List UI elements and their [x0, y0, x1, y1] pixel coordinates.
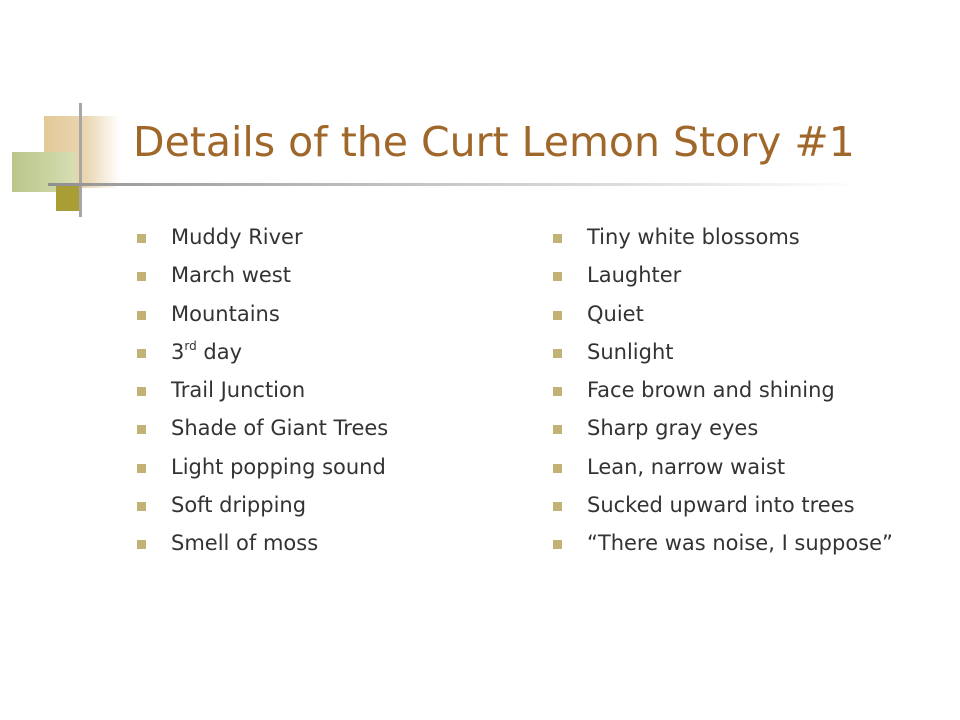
- list-item-text: Trail Junction: [171, 378, 306, 403]
- list-item: [134, 256, 514, 294]
- square-bullet-icon: [137, 464, 146, 473]
- square-bullet-icon: [137, 349, 146, 358]
- list-item-text: Sucked upward into trees: [587, 493, 855, 518]
- list-item-text: Mountains: [171, 301, 280, 326]
- list-item-text: Laughter: [587, 263, 682, 288]
- list-item: [134, 371, 514, 409]
- square-bullet-icon: [137, 311, 146, 320]
- square-bullet-icon: [553, 234, 562, 243]
- list-item: [550, 409, 950, 447]
- title-underline: [48, 183, 860, 186]
- list-item: [134, 409, 514, 447]
- list-item-text: 3: [171, 339, 185, 364]
- list-item-text: Sharp gray eyes: [587, 416, 759, 441]
- square-bullet-icon: [553, 540, 562, 549]
- list-item-suffix: day: [196, 339, 243, 364]
- square-bullet-icon: [553, 464, 562, 473]
- list-item: [550, 333, 950, 371]
- list-item-text: Sunlight: [587, 339, 674, 364]
- list-item: [134, 333, 514, 371]
- list-item: [134, 486, 514, 524]
- list-item: [550, 256, 950, 294]
- square-bullet-icon: [137, 425, 146, 434]
- square-bullet-icon: [553, 311, 562, 320]
- list-item-text: Quiet: [587, 301, 644, 326]
- decorative-olive-square: [56, 184, 80, 211]
- list-item: [550, 486, 950, 524]
- list-item-text: Shade of Giant Trees: [171, 416, 389, 441]
- list-item: [134, 448, 514, 486]
- list-item: [134, 524, 514, 562]
- list-item-text: Soft dripping: [171, 493, 307, 518]
- slide-title: Details of the Curt Lemon Story #1: [133, 118, 855, 166]
- list-item: [550, 295, 950, 333]
- bullet-list-right: [550, 218, 950, 563]
- square-bullet-icon: [553, 387, 562, 396]
- list-item-text: March west: [171, 263, 291, 288]
- list-item-text: Face brown and shining: [587, 378, 835, 403]
- square-bullet-icon: [137, 272, 146, 281]
- superscript-ordinal: rd: [184, 338, 197, 353]
- square-bullet-icon: [553, 349, 562, 358]
- square-bullet-icon: [553, 425, 562, 434]
- list-item-text: Muddy River: [171, 225, 303, 249]
- list-item: [550, 371, 950, 409]
- square-bullet-icon: [137, 540, 146, 549]
- list-item-text: Tiny white blossoms: [587, 225, 800, 249]
- square-bullet-icon: [137, 502, 146, 511]
- square-bullet-icon: [137, 234, 146, 243]
- list-item: [550, 524, 950, 562]
- bullet-list-left: [134, 218, 514, 563]
- decorative-vertical-line: [79, 103, 82, 217]
- list-item: [550, 448, 950, 486]
- square-bullet-icon: [553, 272, 562, 281]
- list-item: [550, 218, 950, 256]
- square-bullet-icon: [137, 387, 146, 396]
- square-bullet-icon: [553, 502, 562, 511]
- list-item: [134, 295, 514, 333]
- list-item: [134, 218, 514, 256]
- list-item-text: “There was noise, I suppose”: [587, 531, 893, 556]
- list-item-text: Smell of moss: [171, 531, 319, 556]
- list-item-text: Light popping sound: [171, 454, 386, 479]
- list-item-text: Lean, narrow waist: [587, 454, 786, 479]
